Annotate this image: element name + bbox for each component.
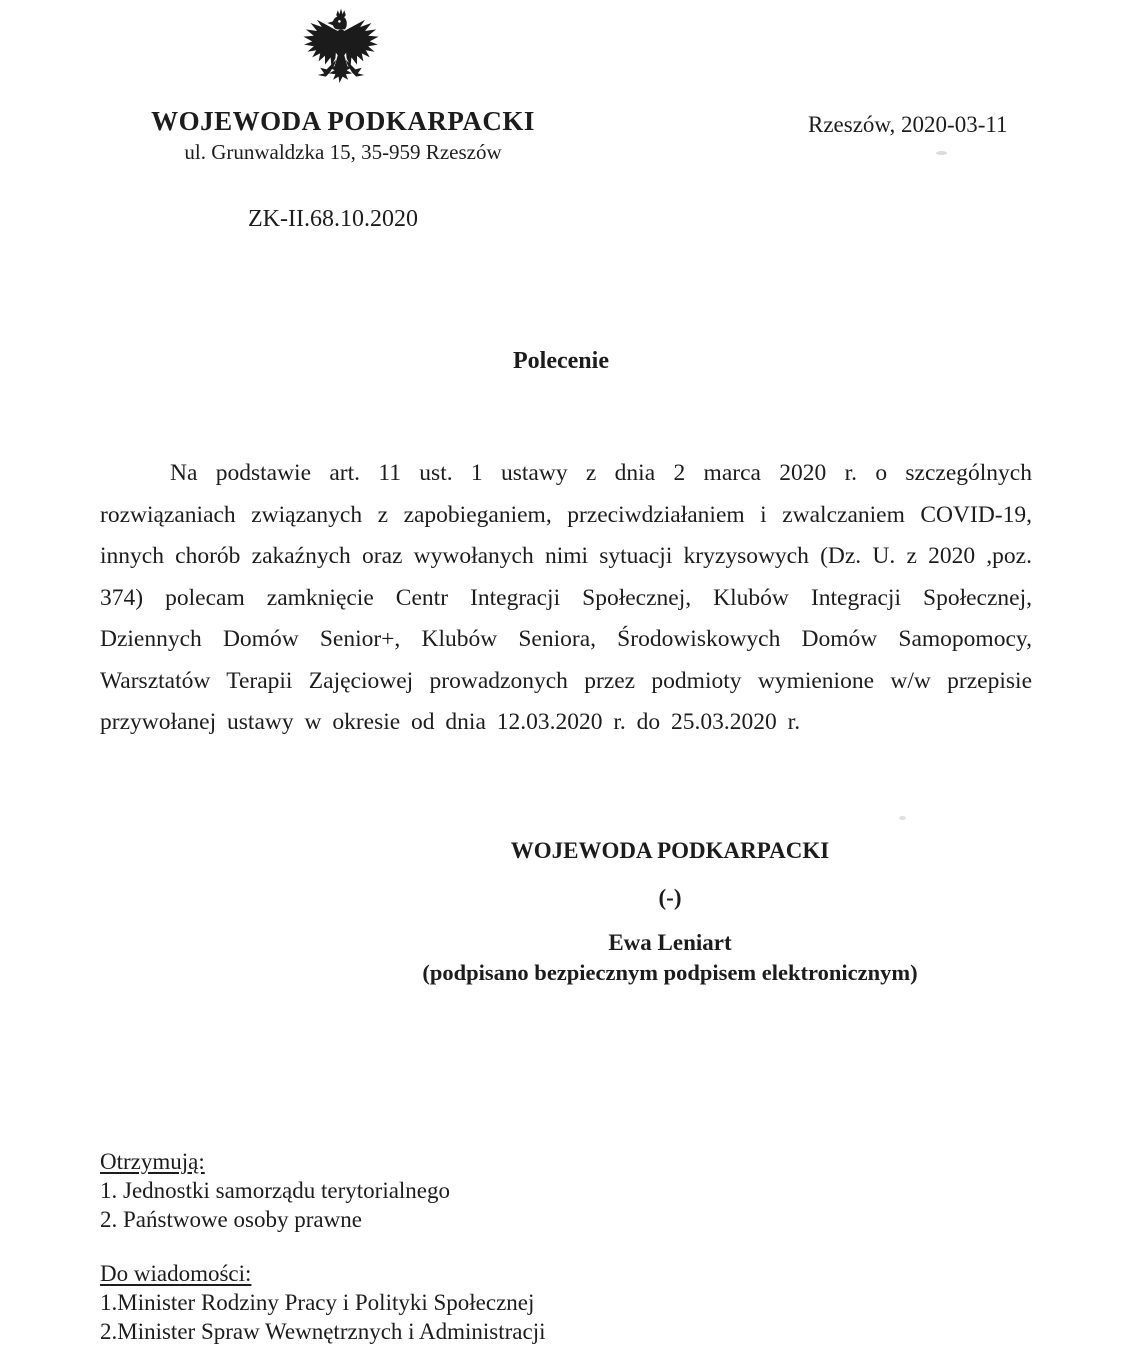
recipients-heading: Otrzymują: xyxy=(100,1149,205,1174)
recipients-item: 1. Jednostki samorządu terytorialnego xyxy=(100,1178,451,1203)
document-body xyxy=(100,453,1032,744)
polish-eagle-emblem-icon xyxy=(301,4,381,98)
scan-artifact xyxy=(936,151,947,155)
body-line: Warsztatów Terapii Zajęciowej prowadzonych przez podmioty wymienione w/w przepisie xyxy=(100,667,1032,694)
recipients-block xyxy=(100,1147,450,1234)
body-line: przywołanej ustawy w okresie od dnia 12.03.2020 r. do 25.03.2020 r. xyxy=(100,709,801,735)
body-line: Dziennych Domów Senior+, Klubów Seniora, Środowiskowych Domów Samopomocy, xyxy=(100,626,1032,652)
electronic-signature-note: (podpisano bezpiecznym podpisem elektronicznym) xyxy=(422,960,918,985)
sender-title: WOJEWODA PODKARPACKI xyxy=(151,106,535,136)
cc-heading: Do wiadomości: xyxy=(100,1261,252,1286)
body-line: Na podstawie art. 11 ust. 1 ustawy z dnia 2 marca 2020 r. o szczególnych xyxy=(170,460,1032,486)
sender-address: ul. Grunwaldzka 15, 35-959 Rzeszów xyxy=(184,140,502,164)
body-line: 374) polecam zamknięcie Centr Integracji Społecznej, Klubów Integracji Społecznej, xyxy=(100,584,1032,611)
scan-artifact xyxy=(899,816,906,820)
recipients-item: 2. Państwowe osoby prawne xyxy=(100,1207,362,1232)
place-and-date: Rzeszów, 2020-03-11 xyxy=(808,112,1008,137)
body-line: innych chorób zakaźnych oraz wywołanych nimi sytuacji kryzysowych (Dz. U. z 2020 ,poz. xyxy=(100,543,1032,569)
signatory-name: Ewa Leniart xyxy=(608,930,732,955)
body-line: rozwiązaniach związanych z zapobieganiem, przeciwdziałaniem i zwalczaniem COVID-19, xyxy=(100,501,1032,528)
cc-item: 1.Minister Rodziny Pracy i Polityki Społecznej xyxy=(100,1290,535,1315)
cc-block xyxy=(100,1259,546,1346)
cc-item: 2.Minister Spraw Wewnętrznych i Administracji xyxy=(100,1319,546,1344)
signature-block xyxy=(320,838,1020,986)
document-title: Polecenie xyxy=(513,348,609,374)
signature-mark: (-) xyxy=(658,885,682,910)
signature-office-title: WOJEWODA PODKARPACKI xyxy=(510,838,830,863)
reference-number: ZK-II.68.10.2020 xyxy=(248,206,418,232)
sender-block xyxy=(128,106,558,165)
